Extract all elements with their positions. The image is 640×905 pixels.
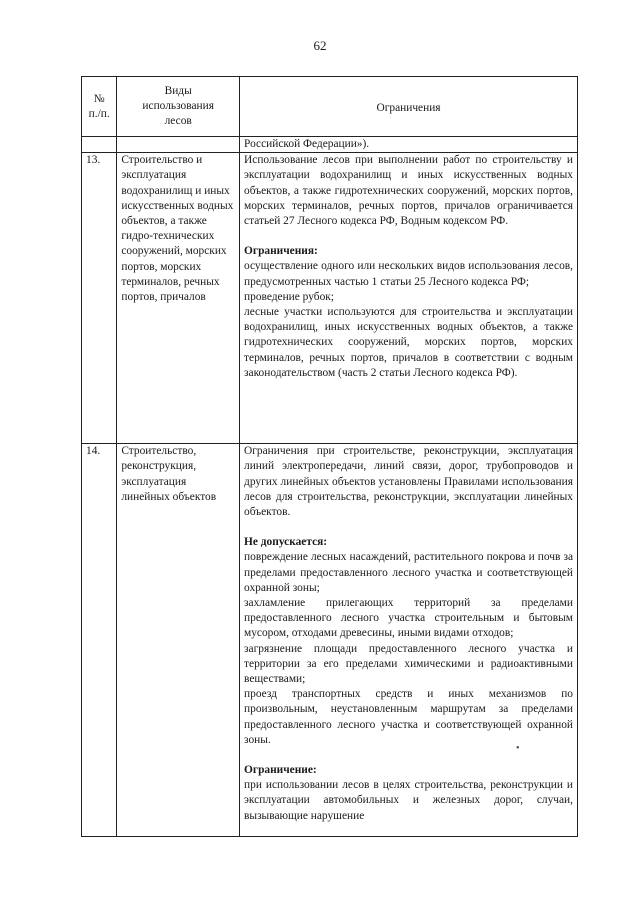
list-item: лесные участки используются для строительства и эксплуатации водохранилищ, иных искусственных водных объектов, а также гидротехнических сооружений, морских портов, морских терминалов, речных портов, причалов в соответствии с водным законодательством (часть 2 статьи Лесного кодекса РФ). bbox=[244, 306, 573, 379]
header-kind: Виды использования лесов bbox=[117, 77, 240, 137]
continuation-row bbox=[82, 137, 578, 153]
list-item: проезд транспортных средств и иных механизмов по произвольным, неустановленным маршрутам за пределами предоставленного лесного участка и соответствующей охранной зоны. bbox=[244, 688, 573, 746]
forest-use-table bbox=[81, 76, 578, 837]
row-number: 13. bbox=[82, 153, 117, 444]
continuation-text: Российской Федерации»). bbox=[240, 137, 578, 153]
row-limits bbox=[240, 153, 578, 444]
list-item: проведение рубок; bbox=[244, 290, 334, 303]
list-item: осуществление одного или нескольких видов использования лесов, предусмотренных частью 1 статьи 25 Лесного кодекса РФ; bbox=[244, 260, 573, 288]
row-intro: Использование лесов при выполнении работ по строительству и эксплуатации водохранилищ и иных искусственных водных объектов, а также гидротехнических сооружений, морских портов, морских терминалов, речных портов, причалов ограничивается статьей 27 Лесного кодекса РФ, Водным кодексом РФ. bbox=[244, 154, 573, 228]
table-header-row bbox=[82, 77, 578, 137]
scan-speck: • bbox=[516, 743, 520, 754]
header-num: № п./п. bbox=[82, 77, 117, 137]
list-item: загрязнение площади предоставленного лесного участка и территории за его пределами химическими и радиоактивными веществами; bbox=[244, 642, 573, 686]
row-intro: Ограничения при строительстве, реконструкции, эксплуатация линий электропередачи, линий связи, дорог, трубопроводов и других линейных объектов установлены Правилами использования лесов для строительства, реконструкции, эксплуатации линейных объектов. bbox=[244, 445, 573, 519]
cell-empty bbox=[82, 137, 117, 153]
section-title: Ограничение: bbox=[244, 764, 317, 777]
section-text: при использовании лесов в целях строительства, реконструкции и эксплуатации автомобильных и железных дорог, случаи, вызывающие нарушение bbox=[244, 779, 573, 822]
cell-empty bbox=[117, 137, 240, 153]
list-item: захламление прилегающих территорий за пределами предоставленного лесного участка строительным и бытовым мусором, отходами древесины, иными видами отходов; bbox=[244, 597, 573, 640]
row-limits bbox=[240, 444, 578, 837]
row-number: 14. bbox=[82, 444, 117, 837]
table-row bbox=[82, 444, 578, 837]
section-title: Ограничения: bbox=[244, 245, 318, 258]
header-limits: Ограничения bbox=[240, 77, 578, 137]
page-number: 62 bbox=[313, 38, 327, 53]
section-title: Не допускается: bbox=[244, 536, 328, 549]
row-kind: Строительство и эксплуатация водохранилищ и иных искусственных водных объектов, а также гидро-технических сооружений, морских портов, морских терминалов, речных портов, причалов bbox=[117, 153, 240, 444]
list-item: повреждение лесных насаждений, растительного покрова и почв за пределами предоставленного лесного участка и соответствующей охранной зоны; bbox=[244, 551, 573, 594]
row-kind: Строительство, реконструкция, эксплуатация линейных объектов bbox=[117, 444, 240, 837]
table-row bbox=[82, 153, 578, 444]
